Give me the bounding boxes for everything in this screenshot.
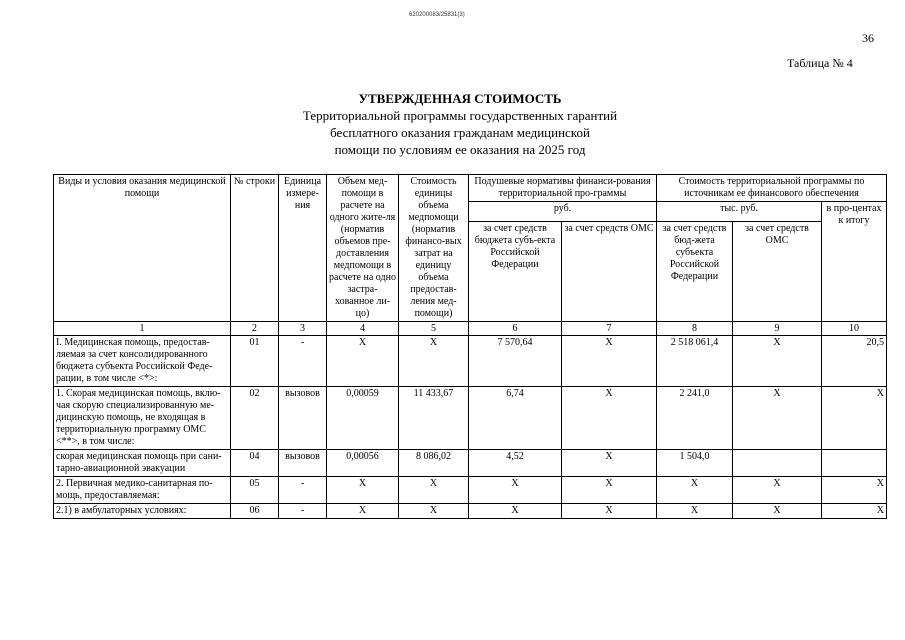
row-norm-oms: X [562, 387, 657, 450]
row-total-budget: X [657, 477, 733, 504]
row-name: 2. Первичная медико-санитарная по-мощь, предоставляемая: [54, 477, 231, 504]
row-total-oms: X [733, 504, 822, 519]
header-per-capita-group: Подушевые нормативы финанси-рования территориальной про-граммы [469, 175, 657, 202]
column-number: 3 [279, 322, 327, 336]
header-percent: в про-центах к итогу [822, 202, 887, 322]
page-number: 36 [862, 31, 874, 45]
header-unit-rub: руб. [469, 202, 657, 222]
header-volume: Объем мед-помощи в расчете на одного жите-ля (норматив объемов пре-доставления медпомощи в расчете на одно застра-хованное ли-цо) [327, 175, 399, 322]
row-percent: 20,5 [822, 336, 887, 387]
table-row [54, 450, 887, 477]
document-stamp: 620200083/25831(3) [409, 12, 465, 18]
row-volume: X [327, 504, 399, 519]
row-norm-budget: 4,52 [469, 450, 562, 477]
column-number: 4 [327, 322, 399, 336]
row-norm-budget: X [469, 477, 562, 504]
row-volume: X [327, 336, 399, 387]
row-name: 2.1) в амбулаторных условиях: [54, 504, 231, 519]
row-norm-oms: X [562, 477, 657, 504]
column-number: 9 [733, 322, 822, 336]
subtitle-line-2: бесплатного оказания гражданам медицинской [330, 125, 590, 140]
column-number: 2 [231, 322, 279, 336]
row-cost: X [399, 504, 469, 519]
header-type: Виды и условия оказания медицинской помощи [54, 175, 231, 322]
header-program-cost-group: Стоимость территориальной программы по источникам ее финансового обеспечения [657, 175, 887, 202]
column-number: 6 [469, 322, 562, 336]
document-title: УТВЕРЖДЕННАЯ СТОИМОСТЬ [358, 91, 562, 106]
header-line-number: № строки [231, 175, 279, 322]
row-unit: вызовов [279, 450, 327, 477]
column-number: 7 [562, 322, 657, 336]
row-total-budget: 1 504,0 [657, 450, 733, 477]
row-cost: X [399, 477, 469, 504]
column-number: 5 [399, 322, 469, 336]
table-row [54, 336, 887, 387]
row-total-budget: 2 241,0 [657, 387, 733, 450]
column-number: 8 [657, 322, 733, 336]
row-norm-oms: X [562, 450, 657, 477]
subtitle-line-3: помощи по условиям ее оказания на 2025 год [334, 142, 586, 157]
row-cost: X [399, 336, 469, 387]
table-row [54, 504, 887, 519]
row-cost: 11 433,67 [399, 387, 469, 450]
row-norm-budget: 7 570,64 [469, 336, 562, 387]
title-block [200, 90, 720, 158]
header-unit: Единица измере-ния [279, 175, 327, 322]
row-unit: - [279, 504, 327, 519]
table-row [54, 477, 887, 504]
row-percent: X [822, 477, 887, 504]
row-total-oms [733, 450, 822, 477]
row-name: 1. Скорая медицинская помощь, вклю-чая скорую специализированную ме-дицинскую помощь, не входящая в территориальную программу ОМС <**>, в том числе: [54, 387, 231, 450]
table-label: Таблица № 4 [787, 56, 853, 70]
row-volume: X [327, 477, 399, 504]
header-row-1 [54, 175, 887, 202]
row-line: 04 [231, 450, 279, 477]
row-percent: X [822, 387, 887, 450]
header-norm-oms: за счет средств ОМС [562, 222, 657, 322]
row-total-budget: X [657, 504, 733, 519]
row-line: 05 [231, 477, 279, 504]
column-number-row [54, 322, 887, 336]
header-norm-budget: за счет средств бюджета субъ-екта Российской Федерации [469, 222, 562, 322]
header-unit-thousand-rub: тыс. руб. [657, 202, 822, 222]
row-cost: 8 086,02 [399, 450, 469, 477]
row-unit: - [279, 336, 327, 387]
row-line: 06 [231, 504, 279, 519]
row-percent: X [822, 504, 887, 519]
header-total-budget: за счет средств бюд-жета субъекта Российской Федерации [657, 222, 733, 322]
column-number: 1 [54, 322, 231, 336]
row-norm-budget: 6,74 [469, 387, 562, 450]
subtitle-line-1: Территориальной программы государственных гарантий [302, 108, 618, 123]
row-unit: вызовов [279, 387, 327, 450]
row-total-oms: X [733, 336, 822, 387]
header-total-oms: за счет средств ОМС [733, 222, 822, 322]
row-volume: 0,00059 [327, 387, 399, 450]
row-norm-budget: X [469, 504, 562, 519]
row-norm-oms: X [562, 336, 657, 387]
row-unit: - [279, 477, 327, 504]
row-volume: 0,00056 [327, 450, 399, 477]
table-row [54, 387, 887, 450]
row-line: 01 [231, 336, 279, 387]
header-unit-cost: Стоимость единицы объема медпомощи (норматив финансо-вых затрат на единицу объема предостав-ления мед-помощи) [399, 175, 469, 322]
row-total-oms: X [733, 477, 822, 504]
row-norm-oms: X [562, 504, 657, 519]
row-name: I. Медицинская помощь, предостав-ляемая за счет консолидированного бюджета субъекта Российской Феде-рации, в том числе <*>: [54, 336, 231, 387]
row-name: скорая медицинская помощь при сани-тарно-авиационной эвакуации [54, 450, 231, 477]
row-percent [822, 450, 887, 477]
column-number: 10 [822, 322, 887, 336]
row-line: 02 [231, 387, 279, 450]
row-total-budget: 2 518 061,4 [657, 336, 733, 387]
row-total-oms: X [733, 387, 822, 450]
cost-table [53, 174, 887, 519]
